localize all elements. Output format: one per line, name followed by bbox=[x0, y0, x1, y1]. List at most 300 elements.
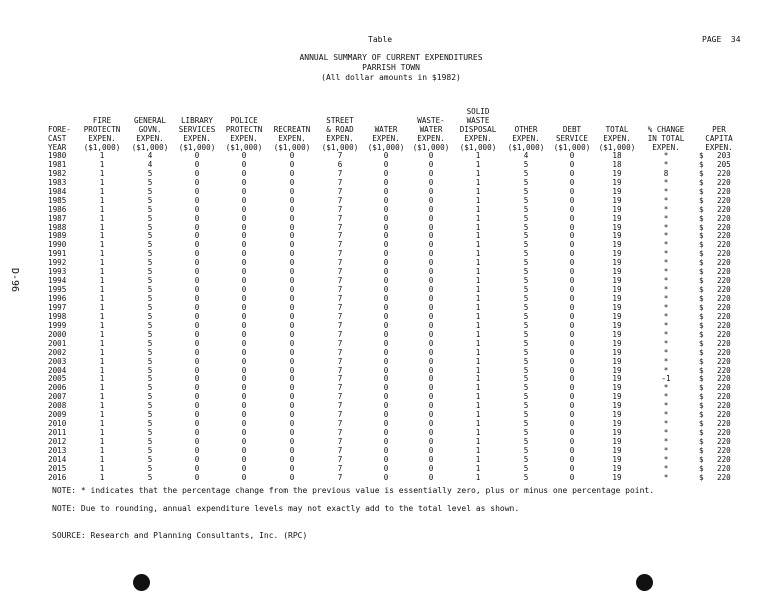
value-cell: 19 bbox=[612, 463, 622, 473]
value-cell: 7 bbox=[337, 222, 343, 232]
value-cell: 0 bbox=[241, 383, 247, 393]
value-cell: 7 bbox=[337, 276, 343, 286]
column-header-line: DISPOSAL bbox=[459, 125, 497, 134]
value-cell: 5 bbox=[147, 338, 153, 348]
value-cell: 5 bbox=[147, 428, 153, 438]
value-cell: 19 bbox=[612, 249, 622, 259]
value-cell: 7 bbox=[337, 383, 343, 393]
column-header-line: EXPEN. bbox=[603, 134, 631, 143]
value-cell: 0 bbox=[383, 294, 389, 303]
per-capita-value: 220 bbox=[717, 186, 731, 196]
value-cell: 0 bbox=[569, 338, 575, 348]
value-cell: 0 bbox=[428, 374, 434, 384]
value-cell: 0 bbox=[241, 445, 247, 455]
currency-symbol: $ bbox=[699, 195, 704, 205]
value-cell: 0 bbox=[428, 365, 434, 375]
value-cell: 5 bbox=[523, 258, 529, 268]
value-cell: 1 bbox=[99, 472, 105, 482]
column-header-line: PER bbox=[712, 125, 726, 134]
value-cell: * bbox=[663, 454, 669, 464]
currency-symbol: $ bbox=[699, 356, 704, 366]
per-capita-value: 220 bbox=[717, 311, 731, 321]
value-cell: 1 bbox=[99, 347, 105, 357]
year-cell: 1999 bbox=[48, 320, 67, 330]
value-cell: 0 bbox=[383, 213, 389, 223]
table-row bbox=[48, 277, 745, 286]
value-cell: * bbox=[663, 320, 669, 330]
column-header-line: CAPITA bbox=[705, 134, 733, 143]
value-cell: 5 bbox=[147, 311, 153, 321]
per-capita-value: 203 bbox=[717, 151, 731, 160]
value-cell: 7 bbox=[337, 231, 343, 241]
value-cell: 19 bbox=[612, 195, 622, 205]
currency-symbol: $ bbox=[699, 231, 704, 241]
value-cell: 0 bbox=[428, 454, 434, 464]
table-row bbox=[48, 358, 745, 367]
value-cell: -1 bbox=[661, 374, 671, 384]
column-header-line: ($1,000) bbox=[412, 143, 450, 152]
value-cell: 1 bbox=[475, 204, 481, 214]
column-header-line: EXPEN. bbox=[512, 134, 540, 143]
value-cell: 5 bbox=[523, 302, 529, 312]
table-row bbox=[48, 429, 745, 438]
value-cell: 1 bbox=[475, 401, 481, 411]
value-cell: 1 bbox=[475, 374, 481, 384]
column-header-line: ($1,000) bbox=[598, 143, 636, 152]
year-cell: 2016 bbox=[48, 472, 67, 482]
year-cell: 1992 bbox=[48, 258, 67, 268]
value-cell: 5 bbox=[523, 294, 529, 303]
value-cell: 19 bbox=[612, 302, 622, 312]
table-row bbox=[48, 304, 745, 313]
column-header-line: EXPEN. bbox=[705, 143, 733, 152]
column-header-line: RECREATN bbox=[273, 125, 311, 134]
table-row bbox=[48, 250, 745, 259]
value-cell: 0 bbox=[383, 186, 389, 196]
value-cell: 0 bbox=[194, 213, 200, 223]
table-row bbox=[48, 170, 745, 179]
value-cell: * bbox=[663, 302, 669, 312]
value-cell: 19 bbox=[612, 320, 622, 330]
value-cell: 0 bbox=[194, 419, 200, 429]
value-cell: 5 bbox=[147, 267, 153, 277]
year-cell: 2004 bbox=[48, 365, 67, 375]
value-cell: 0 bbox=[194, 463, 200, 473]
value-cell: 0 bbox=[289, 231, 295, 241]
value-cell: * bbox=[663, 392, 669, 402]
currency-symbol: $ bbox=[699, 428, 704, 438]
value-cell: 19 bbox=[612, 186, 622, 196]
column-header-line: ($1,000) bbox=[459, 143, 497, 152]
value-cell: 5 bbox=[147, 249, 153, 259]
column-header-line: ($1,000) bbox=[178, 143, 216, 152]
value-cell: 0 bbox=[383, 383, 389, 393]
value-cell: 0 bbox=[383, 222, 389, 232]
value-cell: 0 bbox=[241, 329, 247, 339]
value-cell: 0 bbox=[569, 240, 575, 250]
value-cell: 0 bbox=[289, 222, 295, 232]
value-cell: 0 bbox=[383, 258, 389, 268]
value-cell: 18 bbox=[612, 151, 622, 160]
value-cell: 1 bbox=[99, 401, 105, 411]
column-header-line: EXPEN. bbox=[88, 134, 116, 143]
value-cell: 5 bbox=[523, 177, 529, 187]
value-cell: 1 bbox=[475, 410, 481, 420]
value-cell: 5 bbox=[147, 186, 153, 196]
value-cell: 0 bbox=[383, 240, 389, 250]
value-cell: * bbox=[663, 356, 669, 366]
value-cell: 19 bbox=[612, 240, 622, 250]
value-cell: 0 bbox=[569, 383, 575, 393]
value-cell: 0 bbox=[428, 168, 434, 178]
value-cell: 0 bbox=[383, 454, 389, 464]
year-cell: 1987 bbox=[48, 213, 67, 223]
value-cell: 5 bbox=[147, 454, 153, 464]
value-cell: 0 bbox=[569, 177, 575, 187]
value-cell: 1 bbox=[475, 329, 481, 339]
table-row bbox=[48, 402, 745, 411]
value-cell: 0 bbox=[569, 204, 575, 214]
value-cell: 1 bbox=[475, 437, 481, 446]
value-cell: * bbox=[663, 294, 669, 303]
value-cell: 0 bbox=[569, 285, 575, 295]
value-cell: * bbox=[663, 186, 669, 196]
value-cell: 7 bbox=[337, 213, 343, 223]
value-cell: 7 bbox=[337, 320, 343, 330]
year-cell: 1996 bbox=[48, 294, 67, 303]
value-cell: 0 bbox=[428, 410, 434, 420]
value-cell: 0 bbox=[194, 410, 200, 420]
value-cell: 0 bbox=[289, 374, 295, 384]
year-cell: 1995 bbox=[48, 285, 67, 295]
currency-symbol: $ bbox=[699, 311, 704, 321]
value-cell: 0 bbox=[569, 356, 575, 366]
value-cell: 7 bbox=[337, 249, 343, 259]
value-cell: 5 bbox=[147, 383, 153, 393]
value-cell: 0 bbox=[383, 347, 389, 357]
per-capita-value: 220 bbox=[717, 329, 731, 339]
table-row bbox=[48, 268, 745, 277]
value-cell: 0 bbox=[383, 472, 389, 482]
value-cell: 1 bbox=[475, 213, 481, 223]
currency-symbol: $ bbox=[699, 454, 704, 464]
value-cell: 0 bbox=[428, 320, 434, 330]
value-cell: 5 bbox=[523, 472, 529, 482]
binder-hole-right bbox=[636, 574, 653, 591]
table-row bbox=[48, 215, 745, 224]
value-cell: 5 bbox=[147, 302, 153, 312]
value-cell: 0 bbox=[194, 365, 200, 375]
year-cell: 2008 bbox=[48, 401, 67, 411]
value-cell: 1 bbox=[99, 267, 105, 277]
value-cell: 5 bbox=[147, 419, 153, 429]
value-cell: 5 bbox=[147, 374, 153, 384]
value-cell: 7 bbox=[337, 151, 343, 160]
value-cell: 0 bbox=[194, 347, 200, 357]
year-cell: 1986 bbox=[48, 204, 67, 214]
value-cell: 0 bbox=[383, 365, 389, 375]
currency-symbol: $ bbox=[699, 177, 704, 187]
column-header-line: TOTAL bbox=[605, 125, 629, 134]
value-cell: 0 bbox=[428, 213, 434, 223]
value-cell: 0 bbox=[194, 285, 200, 295]
value-cell: 7 bbox=[337, 454, 343, 464]
value-cell: 1 bbox=[99, 276, 105, 286]
value-cell: 0 bbox=[383, 177, 389, 187]
currency-symbol: $ bbox=[699, 347, 704, 357]
value-cell: 0 bbox=[194, 249, 200, 259]
column-header-line: ($1,000) bbox=[225, 143, 263, 152]
value-cell: 7 bbox=[337, 445, 343, 455]
table-row bbox=[48, 179, 745, 188]
column-header-line: & ROAD bbox=[326, 125, 354, 134]
value-cell: 19 bbox=[612, 294, 622, 303]
value-cell: 19 bbox=[612, 222, 622, 232]
column-header-line: ($1,000) bbox=[507, 143, 545, 152]
year-cell: 2009 bbox=[48, 410, 67, 420]
value-cell: * bbox=[663, 338, 669, 348]
value-cell: 0 bbox=[569, 410, 575, 420]
value-cell: * bbox=[663, 231, 669, 241]
value-cell: 0 bbox=[428, 249, 434, 259]
year-cell: 2007 bbox=[48, 392, 67, 402]
value-cell: 0 bbox=[289, 392, 295, 402]
value-cell: 0 bbox=[428, 267, 434, 277]
value-cell: 7 bbox=[337, 356, 343, 366]
currency-symbol: $ bbox=[699, 410, 704, 420]
value-cell: 5 bbox=[147, 445, 153, 455]
column-header bbox=[363, 107, 409, 152]
value-cell: 0 bbox=[241, 294, 247, 303]
value-cell: 0 bbox=[194, 356, 200, 366]
per-capita-value: 220 bbox=[717, 374, 731, 384]
value-cell: 0 bbox=[241, 365, 247, 375]
value-cell: 0 bbox=[241, 338, 247, 348]
value-cell: 5 bbox=[147, 276, 153, 286]
table-row bbox=[48, 349, 745, 358]
value-cell: 0 bbox=[194, 445, 200, 455]
currency-symbol: $ bbox=[699, 276, 704, 286]
table-row bbox=[48, 340, 745, 349]
value-cell: 7 bbox=[337, 472, 343, 482]
value-cell: 0 bbox=[428, 285, 434, 295]
column-header bbox=[221, 107, 267, 152]
table-row bbox=[48, 393, 745, 402]
year-cell: 2015 bbox=[48, 463, 67, 473]
value-cell: 5 bbox=[147, 213, 153, 223]
table-row bbox=[48, 367, 745, 376]
value-cell: 5 bbox=[523, 240, 529, 250]
value-cell: 0 bbox=[428, 240, 434, 250]
table-row bbox=[48, 232, 745, 241]
value-cell: 1 bbox=[475, 151, 481, 160]
value-cell: 1 bbox=[475, 294, 481, 303]
value-cell: * bbox=[663, 258, 669, 268]
currency-symbol: $ bbox=[699, 401, 704, 411]
column-header-line: LIBRARY bbox=[180, 116, 213, 125]
value-cell: 0 bbox=[241, 356, 247, 366]
value-cell: 0 bbox=[569, 151, 575, 160]
value-cell: 0 bbox=[241, 419, 247, 429]
column-header bbox=[409, 107, 453, 152]
value-cell: 7 bbox=[337, 311, 343, 321]
value-cell: 6 bbox=[337, 159, 343, 169]
value-cell: 0 bbox=[428, 311, 434, 321]
per-capita-value: 220 bbox=[717, 356, 731, 366]
value-cell: 5 bbox=[523, 276, 529, 286]
value-cell: 0 bbox=[289, 347, 295, 357]
year-cell: 1983 bbox=[48, 177, 67, 187]
value-cell: 0 bbox=[194, 437, 200, 446]
value-cell: 0 bbox=[428, 329, 434, 339]
value-cell: 5 bbox=[523, 401, 529, 411]
value-cell: 1 bbox=[99, 195, 105, 205]
value-cell: 7 bbox=[337, 267, 343, 277]
column-header-line: PROTECTN bbox=[83, 125, 121, 134]
value-cell: 5 bbox=[523, 168, 529, 178]
table-row bbox=[48, 375, 745, 384]
value-cell: 0 bbox=[241, 231, 247, 241]
value-cell: 0 bbox=[241, 454, 247, 464]
value-cell: * bbox=[663, 401, 669, 411]
value-cell: 0 bbox=[194, 276, 200, 286]
per-capita-value: 220 bbox=[717, 419, 731, 429]
value-cell: 0 bbox=[194, 392, 200, 402]
value-cell: * bbox=[663, 410, 669, 420]
value-cell: 1 bbox=[475, 240, 481, 250]
value-cell: 0 bbox=[289, 213, 295, 223]
value-cell: 0 bbox=[383, 463, 389, 473]
value-cell: 1 bbox=[99, 428, 105, 438]
value-cell: 4 bbox=[523, 151, 529, 160]
value-cell: 0 bbox=[241, 276, 247, 286]
value-cell: 5 bbox=[523, 454, 529, 464]
value-cell: 0 bbox=[194, 294, 200, 303]
value-cell: 7 bbox=[337, 195, 343, 205]
column-header-line: % CHANGE bbox=[647, 125, 685, 134]
value-cell: 1 bbox=[475, 222, 481, 232]
value-cell: 0 bbox=[289, 168, 295, 178]
table-row bbox=[48, 447, 745, 456]
value-cell: 5 bbox=[523, 383, 529, 393]
currency-symbol: $ bbox=[699, 383, 704, 393]
value-cell: 0 bbox=[289, 267, 295, 277]
report-units: (All dollar amounts in $1982) bbox=[321, 73, 461, 82]
column-header-line: FIRE bbox=[92, 116, 112, 125]
value-cell: * bbox=[663, 177, 669, 187]
value-cell: 0 bbox=[569, 392, 575, 402]
value-cell: 0 bbox=[383, 419, 389, 429]
value-cell: 5 bbox=[147, 285, 153, 295]
value-cell: 5 bbox=[523, 419, 529, 429]
currency-symbol: $ bbox=[699, 445, 704, 455]
value-cell: 5 bbox=[147, 320, 153, 330]
side-page-label: D-96 bbox=[9, 268, 20, 293]
value-cell: 0 bbox=[428, 428, 434, 438]
value-cell: 0 bbox=[569, 258, 575, 268]
value-cell: 1 bbox=[475, 454, 481, 464]
value-cell: 0 bbox=[289, 445, 295, 455]
value-cell: 19 bbox=[612, 276, 622, 286]
value-cell: 5 bbox=[523, 410, 529, 420]
value-cell: 0 bbox=[241, 437, 247, 446]
value-cell: * bbox=[663, 249, 669, 259]
column-header bbox=[503, 107, 549, 152]
value-cell: 19 bbox=[612, 445, 622, 455]
value-cell: 0 bbox=[289, 311, 295, 321]
value-cell: 0 bbox=[383, 392, 389, 402]
column-header bbox=[453, 107, 503, 152]
value-cell: 8 bbox=[663, 168, 669, 178]
value-cell: * bbox=[663, 463, 669, 473]
value-cell: 0 bbox=[569, 195, 575, 205]
value-cell: 19 bbox=[612, 311, 622, 321]
year-cell: 2002 bbox=[48, 347, 67, 357]
value-cell: 5 bbox=[523, 463, 529, 473]
table-row bbox=[48, 152, 745, 161]
value-cell: 0 bbox=[241, 168, 247, 178]
currency-symbol: $ bbox=[699, 258, 704, 268]
column-header-line: SERVICE bbox=[555, 134, 588, 143]
value-cell: 0 bbox=[428, 258, 434, 268]
value-cell: 19 bbox=[612, 419, 622, 429]
value-cell: 19 bbox=[612, 329, 622, 339]
value-cell: 7 bbox=[337, 392, 343, 402]
value-cell: * bbox=[663, 311, 669, 321]
year-cell: 1980 bbox=[48, 151, 67, 160]
value-cell: * bbox=[663, 329, 669, 339]
value-cell: 0 bbox=[289, 249, 295, 259]
value-cell: 7 bbox=[337, 374, 343, 384]
value-cell: 0 bbox=[383, 338, 389, 348]
value-cell: 1 bbox=[99, 410, 105, 420]
value-cell: 0 bbox=[194, 195, 200, 205]
currency-symbol: $ bbox=[699, 374, 704, 384]
value-cell: 1 bbox=[475, 276, 481, 286]
currency-symbol: $ bbox=[699, 437, 704, 446]
value-cell: 7 bbox=[337, 437, 343, 446]
value-cell: 0 bbox=[289, 258, 295, 268]
per-capita-value: 220 bbox=[717, 294, 731, 303]
value-cell: 0 bbox=[194, 231, 200, 241]
column-header-line: FORE- bbox=[48, 125, 71, 134]
column-header-line: POLICE bbox=[230, 116, 258, 125]
table-row bbox=[48, 411, 745, 420]
value-cell: 0 bbox=[194, 204, 200, 214]
value-cell: 1 bbox=[99, 356, 105, 366]
column-header-line: WATER bbox=[419, 125, 443, 134]
currency-symbol: $ bbox=[699, 267, 704, 277]
value-cell: 19 bbox=[612, 374, 622, 384]
year-cell: 1997 bbox=[48, 302, 67, 312]
column-header-line: WASTE- bbox=[417, 116, 445, 125]
value-cell: 5 bbox=[523, 204, 529, 214]
per-capita-value: 220 bbox=[717, 177, 731, 187]
value-cell: 5 bbox=[523, 437, 529, 446]
value-cell: 5 bbox=[523, 213, 529, 223]
value-cell: * bbox=[663, 195, 669, 205]
value-cell: 0 bbox=[289, 383, 295, 393]
per-capita-value: 220 bbox=[717, 365, 731, 375]
column-header bbox=[127, 107, 173, 152]
year-cell: 1988 bbox=[48, 222, 67, 232]
value-cell: 0 bbox=[289, 419, 295, 429]
value-cell: 5 bbox=[523, 231, 529, 241]
table-row bbox=[48, 197, 745, 206]
value-cell: 0 bbox=[194, 302, 200, 312]
per-capita-value: 220 bbox=[717, 428, 731, 438]
value-cell: 1 bbox=[99, 204, 105, 214]
